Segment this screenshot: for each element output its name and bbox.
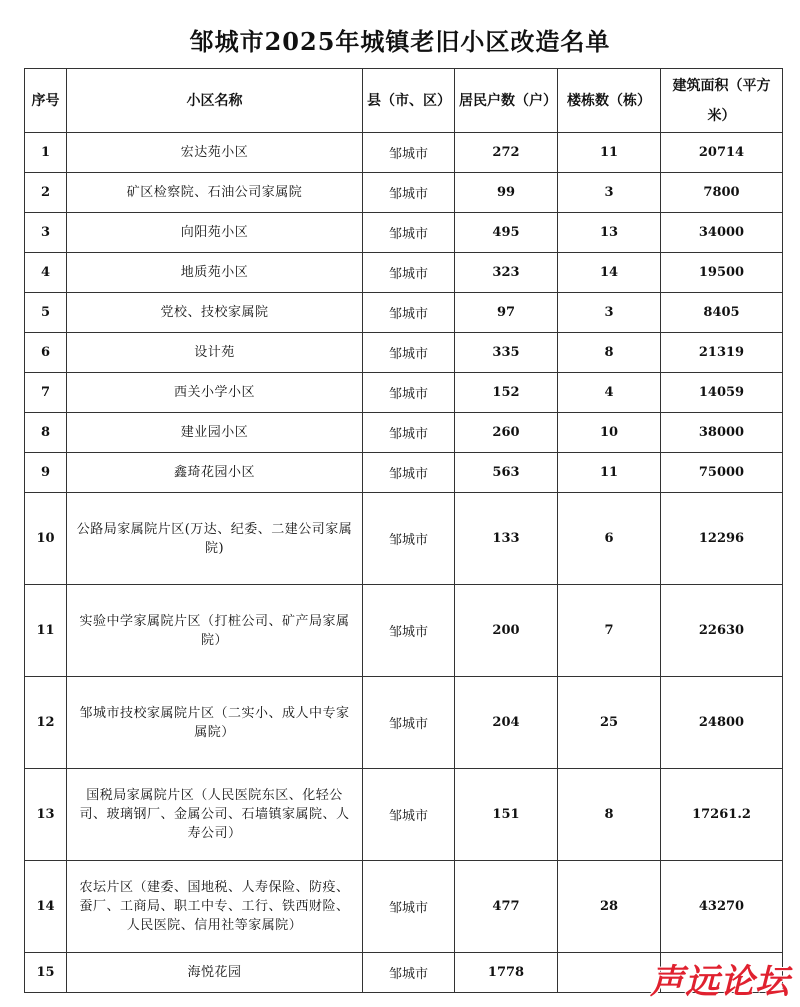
- cell-name: 党校、技校家属院: [67, 293, 363, 333]
- table-row: [25, 585, 783, 677]
- cell-name: 向阳苑小区: [67, 213, 363, 253]
- cell-area: 14059: [661, 373, 783, 413]
- table-row: [25, 769, 783, 861]
- cell-area: 20714: [661, 133, 783, 173]
- watermark-text: 声远论坛: [650, 962, 790, 1002]
- cell-county: 邹城市: [363, 861, 455, 953]
- cell-area: 43270: [661, 861, 783, 953]
- cell-households: 323: [455, 253, 558, 293]
- cell-name: 矿区检察院、石油公司家属院: [67, 173, 363, 213]
- cell-county: 邹城市: [363, 769, 455, 861]
- cell-county: 邹城市: [363, 453, 455, 493]
- cell-area: 38000: [661, 413, 783, 453]
- cell-name: 邹城市技校家属院片区（二实小、成人中专家属院）: [67, 677, 363, 769]
- header-row: [25, 69, 783, 133]
- cell-buildings: 8: [558, 769, 661, 861]
- cell-county: 邹城市: [363, 253, 455, 293]
- cell-seq: 7: [25, 373, 67, 413]
- cell-name: 实验中学家属院片区（打桩公司、矿产局家属院）: [67, 585, 363, 677]
- cell-name: 地质苑小区: [67, 253, 363, 293]
- cell-buildings: 25: [558, 677, 661, 769]
- cell-households: 99: [455, 173, 558, 213]
- table-row: [25, 213, 783, 253]
- cell-area: 8405: [661, 293, 783, 333]
- cell-county: 邹城市: [363, 953, 455, 993]
- header-buildings: 楼栋数（栋）: [558, 69, 661, 133]
- cell-area: 24800: [661, 677, 783, 769]
- cell-households: 204: [455, 677, 558, 769]
- cell-households: 152: [455, 373, 558, 413]
- cell-seq: 1: [25, 133, 67, 173]
- cell-buildings: 7: [558, 585, 661, 677]
- cell-name: 国税局家属院片区（人民医院东区、化轻公司、玻璃钢厂、金属公司、石墙镇家属院、人寿公司）: [67, 769, 363, 861]
- cell-buildings: 28: [558, 861, 661, 953]
- cell-buildings: 3: [558, 293, 661, 333]
- cell-households: 97: [455, 293, 558, 333]
- cell-name: 海悦花园: [67, 953, 363, 993]
- cell-seq: 10: [25, 493, 67, 585]
- cell-area: 75000: [661, 453, 783, 493]
- cell-seq: 6: [25, 333, 67, 373]
- cell-buildings: 4: [558, 373, 661, 413]
- cell-buildings: 11: [558, 453, 661, 493]
- community-table: [24, 68, 783, 993]
- table-row: [25, 253, 783, 293]
- cell-seq: 13: [25, 769, 67, 861]
- cell-buildings: 11: [558, 133, 661, 173]
- cell-seq: 15: [25, 953, 67, 993]
- watermark-logo: [650, 954, 790, 1003]
- cell-households: 1778: [455, 953, 558, 993]
- cell-households: 335: [455, 333, 558, 373]
- cell-area: 7800: [661, 173, 783, 213]
- page-title: 邹城市2025年城镇老旧小区改造名单: [189, 27, 611, 56]
- header-name: 小区名称: [67, 69, 363, 133]
- cell-county: 邹城市: [363, 677, 455, 769]
- cell-seq: 8: [25, 413, 67, 453]
- cell-seq: 2: [25, 173, 67, 213]
- cell-name: 公路局家属院片区(万达、纪委、二建公司家属院): [67, 493, 363, 585]
- cell-name: 宏达苑小区: [67, 133, 363, 173]
- cell-buildings: [558, 953, 661, 993]
- cell-name: 鑫琦花园小区: [67, 453, 363, 493]
- cell-county: 邹城市: [363, 585, 455, 677]
- header-seq: 序号: [25, 69, 67, 133]
- header-county: 县（市、区）: [363, 69, 455, 133]
- cell-buildings: 8: [558, 333, 661, 373]
- cell-households: 260: [455, 413, 558, 453]
- cell-area: 34000: [661, 213, 783, 253]
- table-row: [25, 373, 783, 413]
- cell-name: 建业园小区: [67, 413, 363, 453]
- cell-area: 22630: [661, 585, 783, 677]
- cell-buildings: 10: [558, 413, 661, 453]
- cell-households: 272: [455, 133, 558, 173]
- cell-seq: 12: [25, 677, 67, 769]
- table-row: [25, 413, 783, 453]
- table-row: [25, 293, 783, 333]
- table-row: [25, 677, 783, 769]
- cell-county: 邹城市: [363, 333, 455, 373]
- cell-buildings: 13: [558, 213, 661, 253]
- cell-seq: 5: [25, 293, 67, 333]
- cell-name: 农坛片区（建委、国地税、人寿保险、防疫、蚕厂、工商局、职工中专、工行、铁西财险、人民医院、信用社等家属院）: [67, 861, 363, 953]
- cell-area: 19500: [661, 253, 783, 293]
- cell-buildings: 3: [558, 173, 661, 213]
- cell-seq: 3: [25, 213, 67, 253]
- cell-area: 12296: [661, 493, 783, 585]
- cell-county: 邹城市: [363, 493, 455, 585]
- header-households: 居民户数（户）: [455, 69, 558, 133]
- cell-households: 133: [455, 493, 558, 585]
- cell-buildings: 14: [558, 253, 661, 293]
- cell-county: 邹城市: [363, 413, 455, 453]
- cell-households: 151: [455, 769, 558, 861]
- cell-county: 邹城市: [363, 293, 455, 333]
- cell-area: 21319: [661, 333, 783, 373]
- cell-county: 邹城市: [363, 373, 455, 413]
- table-row: [25, 493, 783, 585]
- table-row: [25, 861, 783, 953]
- cell-name: 设计苑: [67, 333, 363, 373]
- cell-households: 477: [455, 861, 558, 953]
- cell-households: 200: [455, 585, 558, 677]
- cell-seq: 14: [25, 861, 67, 953]
- table-row: [25, 173, 783, 213]
- cell-seq: 11: [25, 585, 67, 677]
- cell-seq: 9: [25, 453, 67, 493]
- cell-county: 邹城市: [363, 173, 455, 213]
- cell-buildings: 6: [558, 493, 661, 585]
- cell-seq: 4: [25, 253, 67, 293]
- cell-county: 邹城市: [363, 213, 455, 253]
- cell-county: 邹城市: [363, 133, 455, 173]
- cell-households: 495: [455, 213, 558, 253]
- header-area: 建筑面积（平方米）: [661, 69, 783, 133]
- cell-households: 563: [455, 453, 558, 493]
- cell-area: 17261.2: [661, 769, 783, 861]
- table-row: [25, 333, 783, 373]
- cell-name: 西关小学小区: [67, 373, 363, 413]
- table-row: [25, 133, 783, 173]
- table-row: [25, 453, 783, 493]
